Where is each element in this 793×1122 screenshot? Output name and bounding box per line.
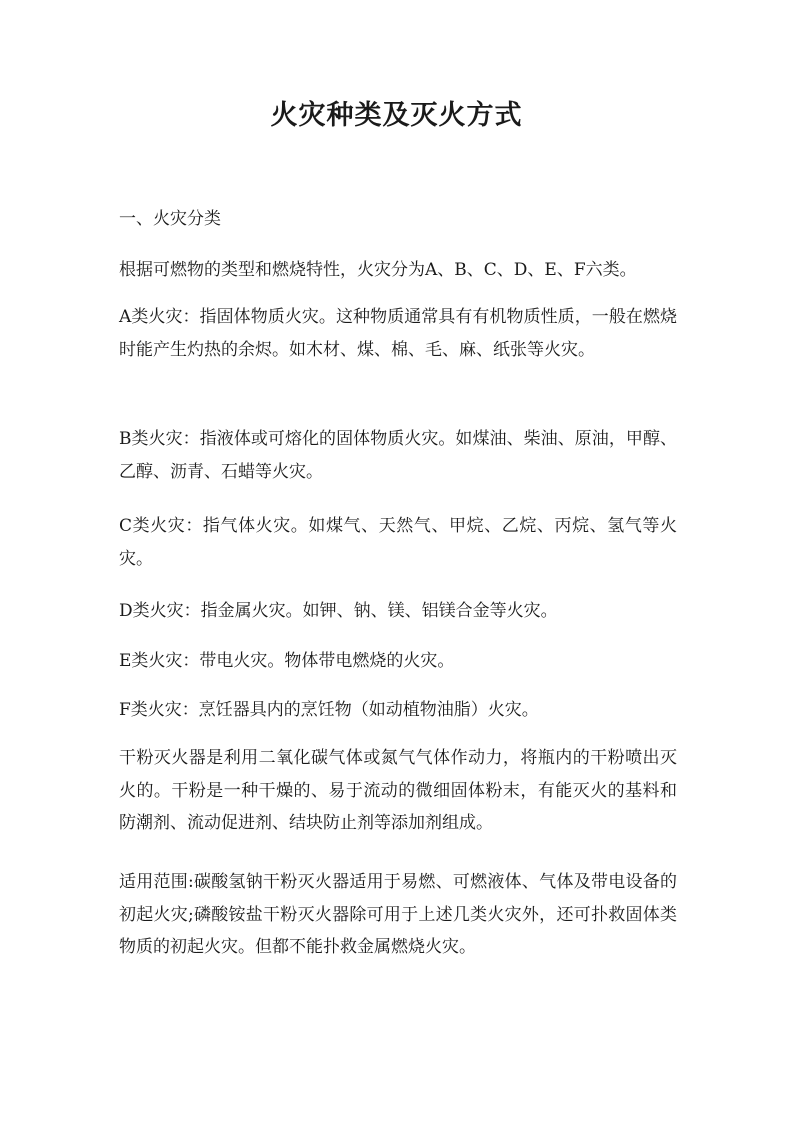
paragraph-intro: 根据可燃物的类型和燃烧特性，火灾分为A、B、C、D、E、F六类。 <box>119 260 637 280</box>
paragraph-dry-powder: 干粉灭火器是利用二氧化碳气体或氮气气体作动力，将瓶内的干粉喷出灭火的。干粉是一种干燥的、易于流动的微细固体粉末，有能灭火的基料和防潮剂、流动促进剂、结块防止剂等添加剂组成。 <box>119 748 677 833</box>
paragraph-scope: 适用范围:碳酸氢钠干粉灭火器适用于易燃、可燃液体、气体及带电设备的初起火灾;磷酸铵盐干粉灭火器除可用于上述几类火灾外，还可扑救固体类物质的初起火灾。但都不能扑救金属燃烧火灾。 <box>119 872 677 957</box>
paragraph-class-b: B类火灾：指液体或可熔化的固体物质火灾。如煤油、柴油、原油，甲醇、乙醇、沥青、石蜡等火灾。 <box>119 429 677 482</box>
paragraph-class-a: A类火灾：指固体物质火灾。这种物质通常具有有机物质性质，一般在燃烧时能产生灼热的余烬。如木材、煤、棉、毛、麻、纸张等火灾。 <box>119 307 677 360</box>
section-heading: 一、火灾分类 <box>119 209 221 229</box>
paragraph-class-c: C类火灾：指气体火灾。如煤气、天然气、甲烷、乙烷、丙烷、氢气等火灾。 <box>119 516 677 569</box>
paragraph-class-e: E类火灾：带电火灾。物体带电燃烧的火灾。 <box>119 651 455 671</box>
paragraph-class-d: D类火灾：指金属火灾。如钾、钠、镁、铝镁合金等火灾。 <box>119 601 558 621</box>
page-title: 火灾种类及灭火方式 <box>270 100 523 131</box>
paragraph-class-f: F类火灾：烹饪器具内的烹饪物（如动植物油脂）火灾。 <box>119 700 539 720</box>
